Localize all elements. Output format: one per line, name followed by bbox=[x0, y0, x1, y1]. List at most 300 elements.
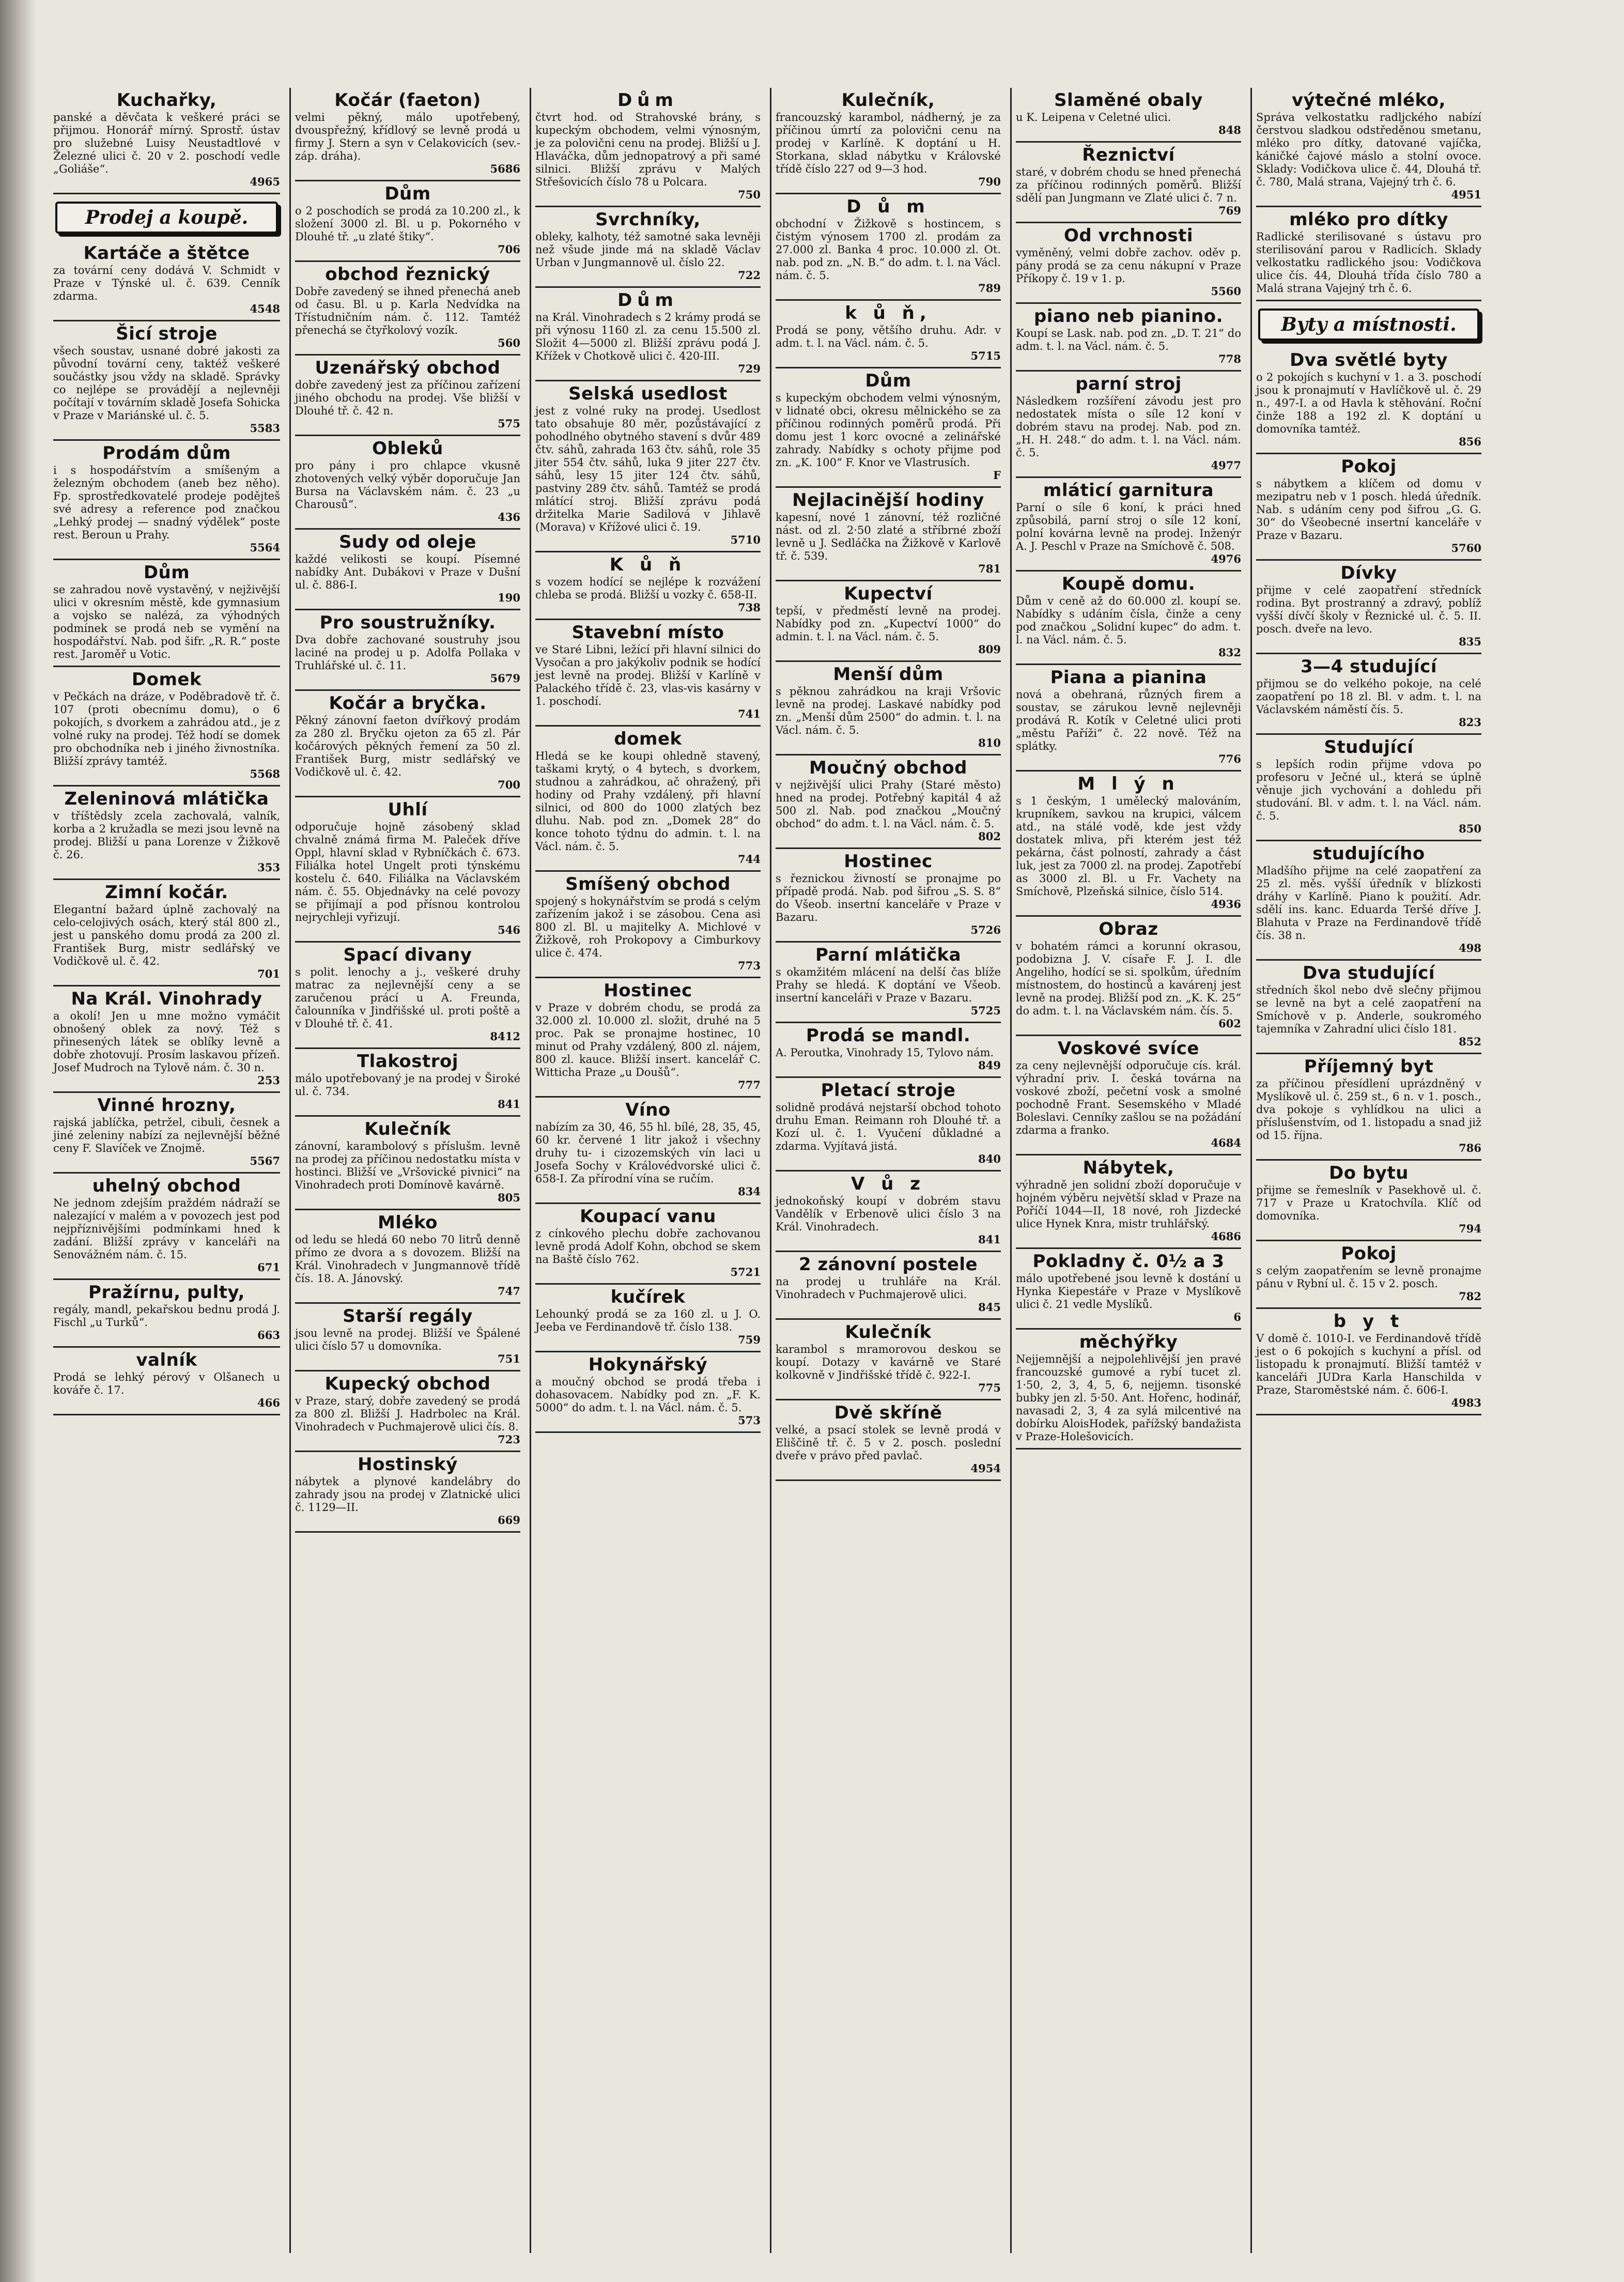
classified-ad bbox=[295, 1304, 520, 1371]
classified-ad bbox=[535, 872, 761, 978]
ad-column bbox=[289, 88, 524, 2253]
ad-number: 4686 bbox=[1211, 1230, 1241, 1243]
ad-number: 671 bbox=[257, 1261, 280, 1274]
ad-number: 773 bbox=[738, 959, 761, 972]
ad-body: Dva dobře zachované soustruhy jsou laciné na prodej u p. Adolfa Pollaka v Truhlářské ul. č. 11. bbox=[295, 634, 520, 672]
ad-heading: Dům bbox=[617, 90, 678, 111]
ad-heading: Kulečník, bbox=[841, 90, 935, 111]
ad-heading: Kupecký obchod bbox=[324, 1374, 491, 1394]
ad-body: zánovní, karambolový s příslušm. levně na prodej za příčinou nedostatku místa v hostinci. Bližší ve „Vršovické pivnici“ na Vinohradech proti Domínově kavárně. bbox=[295, 1140, 520, 1191]
section-heading: Prodej a koupě. bbox=[55, 202, 278, 234]
classified-ad bbox=[295, 1452, 520, 1533]
ad-number: 4976 bbox=[1211, 552, 1241, 565]
ad-heading: studujícího bbox=[1312, 843, 1425, 864]
ad-number: 775 bbox=[978, 1381, 1001, 1394]
ad-body: přijme v celé zaopatření středníck rodina. Byt prostranný a zdravý, poblíž vyšší dívčí školy v Řeznické ul. č. 5. II. posch. dveře na levo. bbox=[1256, 584, 1481, 635]
ad-body: tepší, v předměstí levně na prodej. Nabídky pod zn. „Kupectví 1000“ do admin. t. l. na Václ. nám. č. 5. bbox=[776, 605, 1001, 643]
ad-heading: uhelný obchod bbox=[92, 1176, 241, 1196]
ad-heading: Kočár a bryčka. bbox=[329, 693, 487, 714]
classified-ad bbox=[1016, 1249, 1241, 1330]
ad-body: nabízím za 30, 46, 55 hl. bílé, 28, 35, 45, 60 kr. červené 1 litr jakož i všechny druhy tu- i cizozemských vín laci u Josefa Sochy v Královédvorské ulici č. 658-I. Za přírodní vína se ručím. bbox=[535, 1121, 761, 1185]
classified-ad bbox=[295, 610, 520, 691]
ad-heading: Hostinský bbox=[358, 1454, 458, 1475]
ad-number: 498 bbox=[1459, 942, 1481, 954]
ad-heading: Příjemný byt bbox=[1304, 1056, 1434, 1077]
ad-body: odporučuje hojně zásobený sklad chvalně známá firma M. Paleček dříve Oppl, hlavní sklad v Rybníčkách č. 673. Filiálka hotel Ungelt proti týnskému kostelu č. 640. Filiálka na Václavském nám. č. 55. Objednávky na celé povozy se přijímají a pod přísnou kontrolou nejrychleji vyřizují. bbox=[295, 821, 520, 923]
ad-number: F bbox=[993, 469, 1001, 482]
ad-heading: Tlakostroj bbox=[357, 1051, 459, 1072]
classified-ad bbox=[535, 88, 761, 207]
ad-body: Radlické sterilisované s ústavu pro sterilisování parou v Radlicích. Sklady velkostatku radlického jsou: Vodičkova ulice čís. 44, Dlouhá třída číslo 780 a Malá strana Vajejný trh č. 6. bbox=[1256, 230, 1481, 295]
classified-ad bbox=[776, 368, 1001, 488]
ad-number: 5710 bbox=[730, 533, 761, 546]
ad-heading: Smíšený obchod bbox=[565, 874, 731, 895]
ad-body: přijme se řemeslník v Pasekhově ul. č. 717 v Praze u Kratochvíla. Klíč od domovníka. bbox=[1256, 1184, 1481, 1222]
classified-ad bbox=[1016, 1155, 1241, 1249]
ad-number: 4965 bbox=[250, 175, 280, 188]
ad-body: obleky, kalhoty, též samotné saka levněji než všude jinde má na skladě Václav Urban v Jungmannově ul. číslo 22. bbox=[535, 230, 761, 269]
ad-number: 4548 bbox=[250, 302, 280, 315]
ad-heading: Pokoj bbox=[1341, 1243, 1397, 1264]
classified-ad bbox=[1016, 1036, 1241, 1155]
ad-heading: Obraz bbox=[1099, 919, 1158, 939]
ad-body: V domě č. 1010-I. ve Ferdinandově třídě jest o 6 pokojích s kuchyní a přísl. od listopadu k pronajmutí. Bližší tamtéž v kanceláři JUDra Karla Hanschilda v Praze, Staroměstské nám. č. 606-I. bbox=[1256, 1332, 1481, 1396]
classified-ad bbox=[53, 88, 280, 194]
ad-heading: domek bbox=[614, 729, 682, 749]
ad-heading: Parní mlátička bbox=[815, 945, 962, 965]
ad-heading: Pokoj bbox=[1341, 456, 1397, 477]
classified-ad bbox=[776, 1320, 1001, 1400]
ad-heading: 3—4 studující bbox=[1300, 656, 1437, 677]
ad-number: 834 bbox=[738, 1185, 761, 1198]
classified-ad bbox=[1016, 304, 1241, 372]
ad-heading: piano neb pianino. bbox=[1033, 306, 1224, 327]
classified-ad bbox=[1016, 372, 1241, 478]
classified-ad bbox=[295, 356, 520, 436]
ad-heading: Řeznictví bbox=[1082, 145, 1175, 165]
classified-ad bbox=[1256, 841, 1481, 961]
classified-ad bbox=[1256, 1241, 1481, 1309]
classified-ad bbox=[776, 1171, 1001, 1252]
classified-ad bbox=[1256, 348, 1481, 454]
ad-number: 669 bbox=[498, 1514, 520, 1527]
ad-body: jsou levně na prodej. Bližší ve Špálené ulici číslo 57 u domovníka. bbox=[295, 1327, 520, 1352]
classified-ad bbox=[295, 797, 520, 943]
classified-ad bbox=[776, 194, 1001, 301]
ad-number: 782 bbox=[1459, 1290, 1481, 1303]
ad-number: 805 bbox=[498, 1191, 520, 1204]
ad-body: málo upotřebovaný je na prodej v Široké ul. č. 734. bbox=[295, 1072, 520, 1098]
ad-body: nová a obehraná, různých firem a soustav, se zárukou levně nejlevněji prodává R. Kotík v Celetné ulici proti „městu Paříži“ č. 22 nově. Též na splátky. bbox=[1016, 688, 1241, 752]
ad-body: v bohatém rámci a korunní okrasou, podobizna J. V. císaře F. J. I. dle Angeliho, hodící se si. spolkům, úředním místnostem, do hostinců a kavárenj jest levně na prodej. Bližší pod zn. „K. K. 25“ do adm. t. l. na Václavském nám. čís. 5. bbox=[1016, 940, 1241, 1017]
classified-ad bbox=[776, 1078, 1001, 1171]
ad-heading: parní stroj bbox=[1075, 374, 1182, 394]
ad-body: čtvrt hod. od Strahovské brány, s kupeckým obchodem, velmi výnosným, je za polovični cenu na prodej. Bližší u J. Hlaváčka, dům jednopatrový a při samé silnici. Bližší zprávu v Malých Střešovicích číslo 78 u Polcara. bbox=[535, 111, 761, 188]
ad-heading: kučírek bbox=[610, 1287, 686, 1307]
ad-body: s okamžitém mlácení na delší čas blíže Prahy se hledá. K doptání ve Všeob. insertní kanceláři v Praze v Bazaru. bbox=[776, 966, 1001, 1004]
ad-number: 575 bbox=[498, 417, 520, 430]
ad-number: 747 bbox=[498, 1285, 520, 1298]
ad-number: 5679 bbox=[490, 672, 520, 685]
ad-number: 5760 bbox=[1451, 542, 1481, 554]
ad-heading: Moučný obchod bbox=[809, 758, 967, 778]
ad-body: Koupí se Lask. nab. pod zn. „D. T. 21“ do adm. t. l. na Václ. nám. č. 5. bbox=[1016, 327, 1241, 352]
ad-number: 5726 bbox=[970, 923, 1001, 936]
ad-column bbox=[530, 88, 765, 2253]
classified-ad bbox=[535, 1098, 761, 1204]
classified-ad bbox=[535, 1285, 761, 1352]
ad-body: velmi pěkný, málo upotřebený, dvouspřežný, křídlový se levně prodá u firmy J. Stern a syn v Celakovicích (sev.-záp. dráha). bbox=[295, 111, 520, 162]
classified-ad bbox=[295, 1371, 520, 1452]
ad-body: v Praze, starý, dobře zavedený se prodá za 800 zl. Bližší J. Hadrbolec na Král. Vinohradech v Puchmajerově ulici čís. 8. bbox=[295, 1395, 520, 1433]
classified-ad bbox=[53, 1348, 280, 1415]
ad-number: 769 bbox=[1218, 204, 1241, 217]
ad-body: každé velikosti se koupí. Písemné nabídky Ant. Dubákovi v Praze v Dušní ul. č. 886-I. bbox=[295, 553, 520, 591]
ad-body: s vozem hodící se nejlépe k rozvážení chleba se prodá. Bližší u vozky č. 658-II. bbox=[535, 576, 761, 601]
classified-ad bbox=[535, 288, 761, 381]
ad-body: o 2 pokojích s kuchyní v 1. a 3. poschodí jsou k pronajmutí v Havlíčkově ul. č. 29 n., 497-I. a od Havla k stěhování. Roční činže 188 a 192 zl. K doptání u domovníka tamtéž. bbox=[1256, 371, 1481, 435]
ad-number: 759 bbox=[738, 1333, 761, 1346]
ad-body: Mladšího přijme na celé zaopatření za 25 zl. měs. vyšší úředník v blízkosti dráhy v Karlíně. Piano k použití. Adr. sdělí ins. kanc. Eduarda Teršé dříve J. Blahuta v Praze na Ferdinandově třídě čís. 38 n. bbox=[1256, 865, 1481, 942]
ad-heading: Hostinec bbox=[604, 980, 692, 1001]
ad-column bbox=[1250, 88, 1486, 2253]
ad-number: 832 bbox=[1218, 646, 1241, 659]
ad-number: 253 bbox=[257, 1074, 280, 1087]
ad-number: 190 bbox=[498, 591, 520, 604]
ad-number: 5725 bbox=[970, 1004, 1001, 1017]
ad-number: 729 bbox=[738, 362, 761, 375]
classified-ad bbox=[295, 1049, 520, 1117]
ad-body: ve Staré Libni, ležící při hlavní silnici do Vysočan a pro jakýkoliv podnik se hodící jest levně na prodej. Bližší v Karlíně v Palackého třídě č. 23, vlas-vis kasárny v 1. poschodí. bbox=[535, 643, 761, 707]
ad-heading: Dva studující bbox=[1302, 963, 1435, 983]
ad-body: Dům v ceně až do 60.000 zl. koupí se. Nabídky s udáním čísla, činže a ceny pod značkou „Solidní kupec“ do adm. t. l. na Václ. nám. č. 5. bbox=[1016, 595, 1241, 646]
ad-body: o 2 poschodích se prodá za 10.200 zl., k složení 3000 zl. Bl. u p. Pokorného v Dlouhé tř. „u zlaté štiky“. bbox=[295, 205, 520, 243]
ad-body: Prodá se lehký pérový v Olšanech u kováře č. 17. bbox=[53, 1371, 280, 1396]
ad-number: 786 bbox=[1459, 1142, 1481, 1154]
classified-ad bbox=[1256, 207, 1481, 301]
ad-number: 744 bbox=[738, 853, 761, 866]
ad-heading: Prodá se mandl. bbox=[806, 1025, 971, 1046]
classified-ad bbox=[53, 560, 280, 667]
ad-heading: Slaměné obaly bbox=[1054, 90, 1203, 111]
classified-ad bbox=[53, 1093, 280, 1174]
ad-heading: Mléko bbox=[377, 1212, 438, 1233]
ad-heading: Zimní kočár. bbox=[105, 882, 228, 903]
classified-ad bbox=[535, 207, 761, 288]
ad-number: 5721 bbox=[730, 1266, 761, 1278]
classified-ad bbox=[1016, 478, 1241, 572]
classified-ad bbox=[776, 1252, 1001, 1320]
classified-ad bbox=[1256, 1054, 1481, 1161]
ad-heading: Voskové svíce bbox=[1058, 1038, 1199, 1059]
classified-ad bbox=[776, 849, 1001, 943]
classified-ad bbox=[53, 1174, 280, 1280]
ad-number: 741 bbox=[738, 707, 761, 720]
ad-heading: Menší dům bbox=[833, 664, 944, 685]
ad-body: velké, a psací stolek se levně prodá v Eliščině tř. č. 5 v 2. posch. poslední dveře v právo před pavlač. bbox=[776, 1424, 1001, 1462]
ad-number: 778 bbox=[1218, 352, 1241, 365]
classified-ad bbox=[295, 530, 520, 610]
ad-number: 856 bbox=[1459, 435, 1481, 448]
classified-ad bbox=[1256, 88, 1481, 207]
ad-number: 841 bbox=[978, 1233, 1001, 1246]
classified-ad bbox=[776, 488, 1001, 581]
ad-body: v nejživější ulici Prahy (Staré město) hned na prodej. Potřebný kapitál 4 až 500 zl. Nab. pod značkou „Moučný obchod“ do adm. t. l. na Václ. nám. č. 5. bbox=[776, 779, 1001, 830]
ad-body: za ceny nejlevnější odporučuje cís. král. výhradní priv. I. česká továrna na voskové zboží, pečetní vosk a smolné pochodně Frant. Sesemského v Mladé Boleslavi. Cenníky zašlou se na požádání zdarma a franko. bbox=[1016, 1059, 1241, 1136]
ad-heading: Dva světlé byty bbox=[1290, 350, 1448, 371]
classified-ad bbox=[1016, 917, 1241, 1036]
classified-ad bbox=[1016, 88, 1241, 143]
classified-ads-page bbox=[49, 88, 1486, 2253]
ad-heading: Nábytek, bbox=[1082, 1158, 1174, 1178]
ad-number: 4954 bbox=[970, 1462, 1001, 1475]
ad-heading: mláticí garnitura bbox=[1043, 480, 1214, 501]
ad-number: 4977 bbox=[1211, 459, 1241, 472]
ad-number: 546 bbox=[498, 923, 520, 936]
ad-heading: valník bbox=[136, 1350, 197, 1370]
ad-number: 850 bbox=[1459, 822, 1481, 835]
classified-ad bbox=[53, 986, 280, 1093]
ad-number: 809 bbox=[978, 643, 1001, 656]
ad-column bbox=[770, 88, 1005, 2253]
classified-ad bbox=[1256, 1161, 1481, 1241]
ad-heading: Pro soustružníky. bbox=[319, 612, 496, 633]
classified-ad bbox=[1016, 665, 1241, 772]
ad-heading: obchod řeznický bbox=[325, 264, 490, 285]
ad-number: 5567 bbox=[250, 1154, 280, 1167]
ad-heading: Domek bbox=[131, 669, 202, 690]
ad-number: 841 bbox=[498, 1098, 520, 1111]
ad-heading: Hokynářský bbox=[588, 1354, 708, 1375]
ad-number: 5568 bbox=[250, 767, 280, 780]
classified-ad bbox=[53, 667, 280, 787]
classified-ad bbox=[53, 441, 280, 560]
ad-number: 4951 bbox=[1451, 188, 1481, 201]
ad-number: 706 bbox=[498, 243, 520, 256]
ad-body: s 1 českým, 1 umělecký malováním, krupníkem, savkou na krupici, válcem atd., na stálé vodě, kde jest vždy dostatek mlivа, při kterém jest též pekárna, část polností, zahrady a část luk, jest za 7000 zl. na prodej. Zapotřebí as 3000 zl. Bl. u Fr. Vachety na Smíchově, Plzeňská silnice, číslo 514. bbox=[1016, 795, 1241, 898]
ad-number: 852 bbox=[1459, 1035, 1481, 1048]
ad-heading: Uzenářský obchod bbox=[315, 358, 501, 378]
ad-number: 701 bbox=[257, 967, 280, 980]
ad-heading: Kulečník bbox=[845, 1322, 932, 1343]
ad-body: s polit. lenochy a j., veškeré druhy matrac za nejlevnější ceny a se zaručenou prácí u A. Freunda, čalounníka v Jindřišské ul. proti poště a v Dlouhé tř. č. 41. bbox=[295, 966, 520, 1030]
ad-number: 353 bbox=[257, 861, 280, 874]
classified-ad bbox=[1016, 143, 1241, 223]
ad-body: rajská jablíčka, petržel, cibuli, česnek a jiné zeleniny nabízí za nejlevnější běžné ceny F. Slavíček ve Znojmě. bbox=[53, 1116, 280, 1154]
ad-heading: Kartáče a štětce bbox=[83, 243, 250, 264]
ad-body: panské a děvčata k veškeré práci se přijmou. Honorář mírný. Sprostř. ústav pro služebné Luisy Neustadtlové v Železné ulici č. 20 v 2. poschodí vedle „Goliáše“. bbox=[53, 111, 280, 175]
ad-body: v Pečkách na dráze, v Poděbradově tř. č. 107 (proti obecnímu domu), o 6 pokojích, s dvorkem a zahrádou atd., je z volné ruky na prodej. Též hodí se domek pro obchodníka neb i jiného živnostníka. Bližší zprávy tamtéž. bbox=[53, 690, 280, 767]
classified-ad bbox=[53, 880, 280, 986]
ad-body: s řeznickou živností se pronajme po případě prodá. Nab. pod šifrou „S. S. 8“ do Všeob. insertní kanceláře v Praze v Bazaru. bbox=[776, 872, 1001, 923]
classified-ad bbox=[1016, 572, 1241, 665]
ad-number: 738 bbox=[738, 601, 761, 614]
ad-heading: Dvě skříně bbox=[834, 1402, 942, 1423]
classified-ad bbox=[295, 1210, 520, 1304]
classified-ad bbox=[295, 691, 520, 797]
ad-body: i s hospodářstvím a smíšeným a železným obchodem (aneb bez něho). Fp. sprostředkovatelé prodeje podějteš své adresy a reference pod značkou „Lehký prodej — snadný výdělek“ poste rest. Beroun u Prahy. bbox=[53, 464, 280, 541]
ad-heading: M l ý n bbox=[1077, 774, 1180, 794]
classified-ad bbox=[776, 943, 1001, 1023]
ad-heading: Dům bbox=[865, 371, 911, 391]
classified-ad bbox=[53, 787, 280, 880]
classified-ad bbox=[776, 581, 1001, 662]
ad-number: 4983 bbox=[1451, 1396, 1481, 1409]
ad-body: pro pány i pro chlapce vkusně zhotovených velký výběr doporučuje Jan Bursa na Václavském nám. č. 23 „u Charousů“. bbox=[295, 459, 520, 511]
ad-number: 5715 bbox=[970, 349, 1001, 362]
ad-body: Lehounký prodá se za 160 zl. u J. O. Jeeba ve Ferdinandově tř. číslo 138. bbox=[535, 1308, 761, 1333]
ad-heading: Koupě domu. bbox=[1061, 574, 1196, 594]
ad-heading: Sudy od oleje bbox=[339, 532, 476, 552]
ad-body: za příčinou přesídlení uprázdněný v Myslíkově ul. č. 259 st., 6 n. v 1. posch., dva pokoje s vyhlídkou na ulici a příslušenstvím, od 1. listopadu a snad již od 15. října. bbox=[1256, 1077, 1481, 1142]
classified-ad bbox=[295, 88, 520, 181]
ad-body: kapesní, nové 1 zánovní, též rozličné nást. od zl. 2·50 zlaté a stříbrné zboží levně u J. Sedláčka na Žižkově v Karlově tř. č. 539. bbox=[776, 511, 1001, 562]
ad-number: 5686 bbox=[490, 162, 520, 175]
ad-body: regály, mandl, pekařskou bednu prodá J. Fischl „u Turků“. bbox=[53, 1303, 280, 1329]
ad-number: 835 bbox=[1459, 635, 1481, 648]
ad-number: 810 bbox=[978, 736, 1001, 749]
ad-heading: Pokladny č. 0½ a 3 bbox=[1032, 1251, 1225, 1272]
classified-ad bbox=[776, 88, 1001, 194]
ad-heading: Piana a pianina bbox=[1050, 667, 1207, 688]
ad-heading: Do bytu bbox=[1329, 1163, 1409, 1183]
ad-heading: Víno bbox=[625, 1100, 671, 1120]
ad-number: 602 bbox=[1218, 1017, 1241, 1030]
ad-body: od ledu se hledá 60 nebo 70 litrů denně přímo ze dvora a s dovozem. Bližší na Král. Vinohradech v Jungmannově třídě čís. 18. A. Jánovský. bbox=[295, 1233, 520, 1285]
classified-ad bbox=[1256, 735, 1481, 841]
ad-body: výhradně jen solidní zboží doporučuje v hojném výběru největší sklad v Praze na Poříčí 1044—II, 18 nové, roh Jizdecké ulice Hynek Knra, mistr truhlářský. bbox=[1016, 1179, 1241, 1230]
ad-heading: Studující bbox=[1324, 737, 1414, 758]
ad-number: 848 bbox=[1218, 124, 1241, 136]
ad-body: a moučný obchod se prodá třeba i dohasovacem. Nabídky pod zn. „F. K. 5000“ do adm. t. l. na Václ. nám. č. 5. bbox=[535, 1376, 761, 1414]
classified-ad bbox=[295, 943, 520, 1049]
ad-number: 573 bbox=[738, 1414, 761, 1427]
ad-body: za tovární ceny dodává V. Schmidt v Praze v Týnské ul. č. 639. Cenník zdarma. bbox=[53, 264, 280, 302]
ad-heading: Pletací stroje bbox=[821, 1080, 956, 1101]
ad-body: solidně prodává nejstarší obchod tohoto druhu Eman. Reimann roh Dlouhé tř. a Kozí ul. č. 1. Vyučení důkladné a zdarma. Vyjítavá jistá. bbox=[776, 1101, 1001, 1152]
ad-body: dobře zavedený jest za příčinou zařízení jiného obchodu na prodej. Vše bližší v Dlouhé tř. č. 42 n. bbox=[295, 379, 520, 417]
ad-number: 436 bbox=[498, 511, 520, 523]
ad-number: 663 bbox=[257, 1329, 280, 1342]
classified-ad bbox=[776, 755, 1001, 849]
ad-number: 751 bbox=[498, 1352, 520, 1365]
ad-heading: 2 zánovní postele bbox=[798, 1254, 978, 1275]
ad-body: Elegantní bažard úplně zachovalý na celo-celojivých osách, který stál 800 zl., jest u panského domu prodá za 200 zl. František Burg, mistr sedlářský ve Vodičkově ul. č. 42. bbox=[53, 903, 280, 967]
ad-number: 750 bbox=[738, 188, 761, 201]
page-gutter-shadow bbox=[0, 0, 36, 2282]
ad-heading: Od vrchnosti bbox=[1063, 225, 1194, 246]
ad-body: jest z volné ruky na prodej. Usedlost tato obsahuje 80 měr, pozůstávající z pohodlného obytného stavení s dvůr 489 čtv. sáhů, zahrada 163 čtv. sáhů, role 35 jiter 554 čtv. sáhů, luka 9 jiter 227 čtv. sáhů, lesy 15 jiter 124 čtv. sáhů, pastviny 289 čtv. sáhů. Tamtéž se prodá mlátící stroj. Bližší zprávu podá držitelka Marie Sadilová v Jihlavě (Morava) v Křížové ulici č. 19. bbox=[535, 405, 761, 533]
ad-heading: Stavební místo bbox=[571, 622, 724, 643]
classified-ad bbox=[1016, 1330, 1241, 1450]
classified-ad bbox=[535, 381, 761, 552]
ad-body: staré, v dobrém chodu se hned přenechá za příčinou rodinných poměrů. Bližší sdělí pan Jungmann ve Zlaté ulici č. 7 n. bbox=[1016, 166, 1241, 204]
ad-body: a okolí! Jen u mne možno vymáčit obnošený oblek za nový. Též s přinesených látek se oblíky levně a dobře zhotovují. Prosím laskavou přízeň. Josef Mudroch na Tylově nám. č. 30 n. bbox=[53, 1010, 280, 1074]
ad-body: se zahradou nově vystavěný, v nejživější ulici v okresním městě, kde gymnasium a vojsko se nalézá, za výhodných podmínek se prodá neb se vymění na hospodářství. Nab. pod šifr. „R. R.“ poste rest. Jaroměř u Votic. bbox=[53, 583, 280, 660]
ad-body: Ne jednom zdejším praždém nádraží se nalezající v malém a v povozech jest pod nejpříznivějšími podmínkami hned k zadání. Bližší zprávy v kanceláři na Senovážném nám. č. 15. bbox=[53, 1197, 280, 1261]
ad-number: 776 bbox=[1218, 752, 1241, 765]
classified-ad bbox=[1016, 223, 1241, 304]
ad-heading: měchýřky bbox=[1079, 1332, 1178, 1352]
ad-heading: Šicí stroje bbox=[116, 323, 218, 344]
ad-heading: Dům bbox=[143, 562, 190, 583]
classified-ad bbox=[1256, 454, 1481, 561]
ad-body: francouzský karambol, nádherný, je za příčinou úmrtí za polovični cenu na prodej v Karlíně. K doptání u H. Storkana, sklad nábytku v Královské třídě číslo 227 od 9—3 hod. bbox=[776, 111, 1001, 175]
classified-ad bbox=[53, 321, 280, 441]
classified-ad bbox=[776, 1400, 1001, 1481]
classified-ad bbox=[53, 241, 280, 321]
ad-heading: Selská usedlost bbox=[568, 383, 728, 404]
ad-number: 777 bbox=[738, 1078, 761, 1091]
ad-body: spojený s hokynářstvím se prodá s celým zařízením jakož i se zásobou. Cena asi 800 zl. Bl. u majitelky A. Michlové v Žižkově, roh Prokopovy a Cimburkovy ulice č. 474. bbox=[535, 895, 761, 959]
classified-ad bbox=[776, 301, 1001, 368]
ad-body: s pěknou zahrádkou na kraji Vršovic levně na prodej. Laskavé nabídky pod zn. „Menší dům 2500“ do admin. t. l. na Václ. nám. č. 5. bbox=[776, 685, 1001, 736]
ad-number: 8412 bbox=[490, 1030, 520, 1043]
classified-ad bbox=[535, 727, 761, 872]
ad-heading: Na Král. Vinohrady bbox=[71, 989, 262, 1009]
ad-body: na Král. Vinohradech s 2 krámy prodá se při výnosu 1160 zl. za cenu 15.500 zl. Složit 4—5000 zl. Bližší zprávu podá J. Křížek v Chotkově ulici č. 420-III. bbox=[535, 311, 761, 362]
ad-number: 5560 bbox=[1211, 285, 1241, 298]
ad-column bbox=[1010, 88, 1245, 2253]
ad-number: 849 bbox=[978, 1059, 1001, 1072]
ad-heading: Kulečník bbox=[364, 1119, 451, 1139]
section-heading: Byty a místnosti. bbox=[1258, 309, 1479, 341]
ad-heading: Nejlacinější hodiny bbox=[792, 490, 984, 511]
classified-ad bbox=[1256, 1309, 1481, 1415]
ad-heading: Hostinec bbox=[844, 851, 933, 872]
classified-ad bbox=[1256, 561, 1481, 654]
ad-number: 700 bbox=[498, 778, 520, 791]
ad-number: 802 bbox=[978, 830, 1001, 843]
ad-body: Prodá se pony, většího druhu. Adr. v adm. t. l. na Václ. nám. č. 5. bbox=[776, 324, 1001, 349]
ad-number: 845 bbox=[978, 1301, 1001, 1314]
ad-body: v tříštědsly zcela zachovalá, valník, korba a 2 kružadla se mezi jsou levně na prodej. Bližší u pana Lorenze v Žižkově č. 26. bbox=[53, 810, 280, 861]
classified-ad bbox=[535, 1204, 761, 1285]
ad-number: 722 bbox=[738, 269, 761, 282]
ad-heading: Zeleninová mlátička bbox=[64, 789, 269, 809]
ad-body: Následkem rozšíření závodu jest pro nedostatek místa o síle 12 koní v dobrém stavu na prodej. Nab. pod zn. „H. H. 248.“ do adm. t. l. na Václ. nám. č. 5. bbox=[1016, 395, 1241, 459]
ad-heading: Prodám dům bbox=[102, 443, 231, 464]
classified-ad bbox=[295, 1117, 520, 1210]
ad-number: 823 bbox=[1459, 716, 1481, 729]
ad-heading: Dům bbox=[617, 290, 678, 311]
classified-ad bbox=[1256, 654, 1481, 735]
ad-heading: Spací divany bbox=[343, 945, 472, 965]
classified-ad bbox=[776, 662, 1001, 755]
ad-body: Dobře zavedený se ihned přenechá aneb od času. Bl. u p. Karla Nedvídka na Třístudničním nám. č. 112. Tamtéž přenechá se čtyřkolový vozík. bbox=[295, 285, 520, 336]
ad-body: obchodní v Žižkově s hostincem, s čistým výnosem 1700 zl. prodám za 27.000 zl. Banka 4 proc. 10.000 zl. Ot. nab. pod zn. „N. B.“ do adm. t. l. na Václ. nám. č. 5. bbox=[776, 218, 1001, 282]
ad-column bbox=[49, 88, 284, 2253]
ad-number: 5583 bbox=[250, 422, 280, 435]
ad-heading: Pražírnu, pulty, bbox=[88, 1282, 245, 1303]
ad-body: Pěkný zánovní faeton dvířkový prodám za 280 zl. Bryčku ojeton za 65 zl. Pár kočárových pěkných řemení za 50 zl. František Burg, mistr sedlářský ve Vodičkově ul. č. 42. bbox=[295, 714, 520, 778]
ad-body: Hledá se ke koupi ohledně stavený, taškami krytý, o 4 bytech, s dvorkem, studnou a zahrádkou, ač ohražený, při hodiny od Prahy vzdálený, při hlavní silnici, od 800 do 1000 zlatých bez dluhu. Nab. pod zn. „Domek 28“ do konce tohoto týdnu do admin. t. l. na Václ. nám. č. 5. bbox=[535, 750, 761, 853]
ad-number: 789 bbox=[978, 282, 1001, 295]
ad-number: 723 bbox=[498, 1433, 520, 1446]
ad-body: všech soustav, usnané dobré jakosti za původní tovární ceny, taktéž veškeré součástky jsou vždy na skladě. Správky co nejlépe se provádějí a nejlevněji počítají v továrním skladě Josefa Sohicka v Praze v Mariánské ul. č. 5. bbox=[53, 345, 280, 422]
classified-ad bbox=[1256, 961, 1481, 1054]
ad-number: 560 bbox=[498, 336, 520, 349]
ad-body: vyměněný, velmi dobře zachov. oděv p. pány prodá se za cenu nákupní v Praze Příkopy č. 19 v 1. p. bbox=[1016, 246, 1241, 285]
ad-heading: Dívky bbox=[1340, 563, 1397, 583]
ad-heading: D ů m bbox=[846, 196, 930, 217]
ad-number: 6 bbox=[1233, 1310, 1241, 1323]
ad-body: Nejjemnější a nejpolehlivější jen pravé francouzské gumové a rybí tucet zl. 1·50, 2, 3, 4, 5, 6, nejjemn. tisonské bubky jen zl. 5·50. Ant. Hořenc, hodinář, navasadi 2, 3, 4 za sylá milcentivé na dobírku AloisHodek, pařížský bandažista v Praze-Holešovicích. bbox=[1016, 1353, 1241, 1443]
ad-body: přijmou se do velkého pokoje, na celé zaopatření po 18 zl. Bl. v adm. t. l. na Václavském náměstí čís. 5. bbox=[1256, 677, 1481, 716]
classified-ad bbox=[776, 1023, 1001, 1078]
ad-body: Správa velkostatku radljckého nabízí čerstvou sladkou odstředěnou smetanu, mléko pro dítky, datované vajíčka, káničké čajové máslo a stolní ovoce. Sklady: Vodičkova ulice č. 44, Dlouhá tř. č. 780, Malá strana, Vajejný trh č. 6. bbox=[1256, 111, 1481, 188]
ad-body: v Praze v dobrém chodu, se prodá za 32.000 zl. 10.000 zl. složit, druhé na 5 proc. Pak se pronajme hostinec, 10 minut od Prahy vzdálený, 800 zl. nájem, 800 zl. kauce. Bližší insert. kancelář C. Witticha Praze „u Doušů“. bbox=[535, 1001, 761, 1078]
